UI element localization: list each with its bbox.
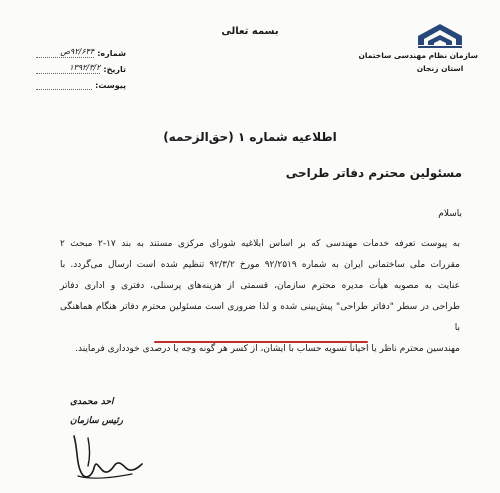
ref-value: ۹۲/۶۴۴ص bbox=[36, 47, 94, 58]
signatory-name: احد محمدی bbox=[70, 397, 114, 407]
ref-label: شماره: bbox=[97, 49, 126, 58]
handwritten-signature bbox=[68, 430, 148, 484]
date-value: ۱۳۹۲/۳/۲ bbox=[36, 63, 100, 74]
date-row bbox=[36, 58, 126, 74]
attachment-row bbox=[36, 74, 126, 90]
body-line: عنایت به مصوبه هیأت مدیره محترم سازمان، قسمتی از هزینه‌های پرسنلی، دفتری و اداری دفاتر bbox=[60, 281, 460, 291]
body-line: مقررات ملی ساختمانی ایران به شماره ۹۲/۲۵۱۹ مورخ ۹۲/۳/۲ تنظیم شده است ارسال می‌گردد. با bbox=[60, 260, 460, 270]
body-line: به پیوست تعرفه خدمات مهندسی که بر اساس ابلاغیه شورای مرکزی مستند به بند ۱۷-۲ مبحث ۲ bbox=[60, 239, 461, 249]
attachment-label: پیوست: bbox=[95, 81, 126, 90]
highlight-underline bbox=[154, 341, 368, 343]
addressee: مسئولین محترم دفاتر طراحی bbox=[285, 166, 462, 180]
body-line: طراحی در سطر "دفاتر طراحی" پیش‌بینی شده و لذا ضروری است مسئولین محترم دفاتر هنگام هماهنگی با bbox=[60, 302, 460, 333]
date-label: تاریخ: bbox=[103, 65, 126, 74]
signatory-title: رئیس سازمان bbox=[70, 416, 123, 426]
ref-row bbox=[36, 42, 126, 58]
org-logo-icon bbox=[416, 21, 464, 49]
greeting: باسلام bbox=[438, 209, 462, 219]
body-line: مهندسین محترم ناظر یا احیاناً تسویه حساب با ایشان، از کسر هر گونه وجه یا درصدی خودداری فرمایند. bbox=[75, 344, 460, 354]
notice-title: اطلاعیه شماره ۱ (حق‌الزحمه) bbox=[163, 130, 337, 144]
invocation-heading: بسمه تعالی bbox=[221, 26, 279, 37]
attachment-value bbox=[36, 88, 92, 90]
org-logo bbox=[358, 21, 478, 75]
letter-meta bbox=[36, 42, 126, 90]
org-name: سازمان نظام مهندسی ساختمان bbox=[358, 51, 478, 60]
org-province: استان زنجان bbox=[416, 64, 464, 73]
